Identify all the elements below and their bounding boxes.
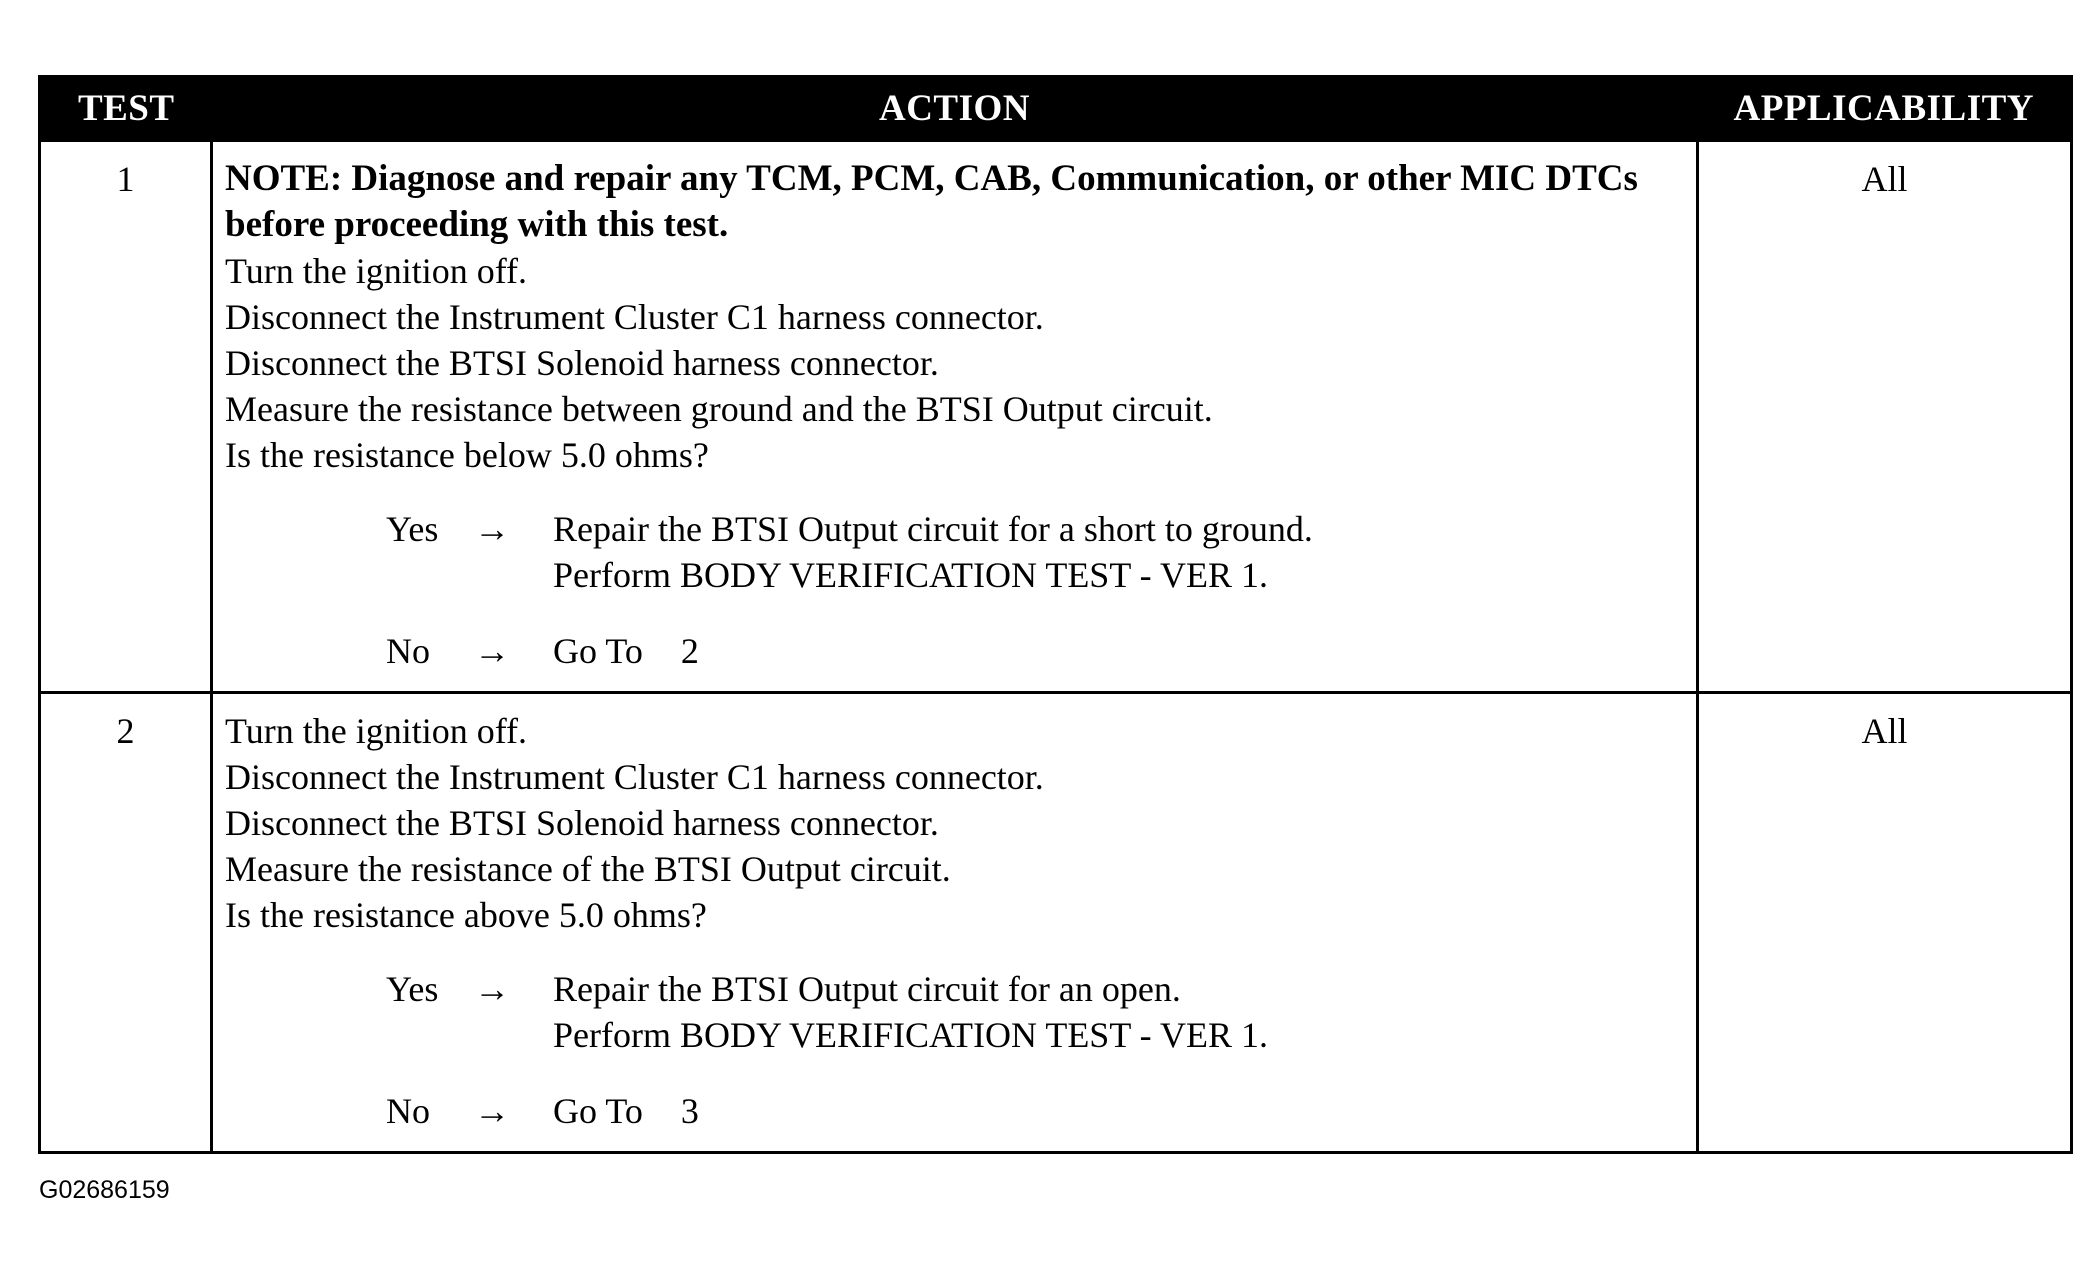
- yes-result: [553, 966, 1268, 1058]
- goto-test-number: 3: [680, 1091, 699, 1131]
- question-text: Is the resistance above 5.0 ohms?: [225, 895, 707, 935]
- result-line: Repair the BTSI Output circuit for a short to ground.: [553, 509, 1313, 549]
- yes-result: [553, 506, 1313, 598]
- test-number: 1: [40, 141, 212, 693]
- test-number: 2: [40, 693, 212, 1153]
- question-text: Is the resistance below 5.0 ohms?: [225, 435, 709, 475]
- no-result: [553, 1088, 699, 1134]
- figure-id: G02686159: [39, 1176, 170, 1204]
- note-text: NOTE: Diagnose and repair any TCM, PCM, CAB, Communication, or other MIC DTCs before proceeding with this test.: [225, 158, 1638, 245]
- answer-no-label: No: [386, 1091, 430, 1131]
- right-arrow-icon: →: [474, 1091, 510, 1131]
- applicability-cell: All: [1698, 141, 2072, 693]
- goto-label: Go To: [553, 1091, 643, 1131]
- result-line: Perform BODY VERIFICATION TEST - VER 1.: [553, 1015, 1269, 1055]
- goto-label: Go To: [553, 631, 643, 671]
- header-test: TEST: [40, 77, 212, 141]
- outcomes: [386, 506, 1696, 674]
- header-applicability: APPLICABILITY: [1698, 77, 2072, 141]
- outcomes: [386, 966, 1696, 1134]
- answer-yes-label: Yes: [386, 509, 439, 549]
- result-line: Perform BODY VERIFICATION TEST - VER 1.: [553, 555, 1269, 595]
- right-arrow-icon: →: [474, 631, 510, 671]
- step-text: Measure the resistance between ground and the BTSI Output circuit.: [225, 389, 1213, 429]
- applicability-cell: All: [1698, 693, 2072, 1153]
- result-line: Repair the BTSI Output circuit for an open.: [553, 969, 1181, 1009]
- step-text: Turn the ignition off.: [225, 711, 528, 751]
- action-cell: [212, 141, 1698, 693]
- diagnostic-test-table: [38, 75, 2073, 1154]
- outcome-yes: [386, 506, 1696, 598]
- table-row: [40, 141, 2072, 693]
- answer-no-label: No: [386, 631, 430, 671]
- answer-yes-label: Yes: [386, 969, 439, 1009]
- goto-test-number: 2: [680, 631, 699, 671]
- step-text: Turn the ignition off.: [225, 251, 528, 291]
- step-text: Disconnect the BTSI Solenoid harness connector.: [225, 343, 939, 383]
- table-header-row: [40, 77, 2072, 141]
- outcome-no: [386, 1088, 1696, 1134]
- table-row: [40, 693, 2072, 1153]
- step-text: Measure the resistance of the BTSI Output circuit.: [225, 849, 951, 889]
- no-result: [553, 628, 699, 674]
- right-arrow-icon: →: [474, 509, 510, 549]
- step-text: Disconnect the Instrument Cluster C1 harness connector.: [225, 297, 1044, 337]
- outcome-no: [386, 628, 1696, 674]
- header-action: ACTION: [212, 77, 1698, 141]
- outcome-yes: [386, 966, 1696, 1058]
- step-text: Disconnect the BTSI Solenoid harness connector.: [225, 803, 939, 843]
- action-cell: [212, 693, 1698, 1153]
- right-arrow-icon: →: [474, 969, 510, 1009]
- step-text: Disconnect the Instrument Cluster C1 harness connector.: [225, 757, 1044, 797]
